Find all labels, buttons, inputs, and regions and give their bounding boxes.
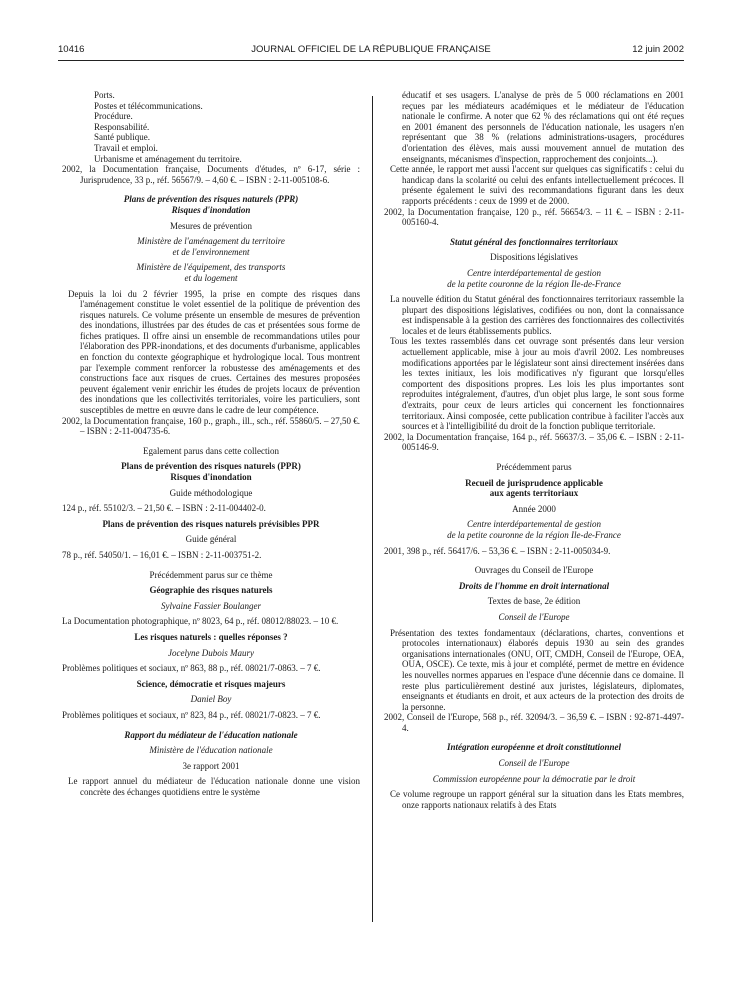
list-item: Santé publique. — [94, 132, 150, 143]
book-title: Plans de prévention des risques naturels (PPR) — [121, 461, 301, 472]
book-subtitle: Guide méthodologique — [169, 487, 253, 498]
book-title: Risques d'inondation — [170, 472, 252, 482]
book-description: Tous les textes rassemblés dans cet ouvrage sont présentés dans leur version actuellement applicable, mise à jour au mois d'avril 2002. Les nombreuses modifications apportées par le législateur sont ainsi directement insérées dans les textes initiaux, les lois modificatives n'y figurant que lorsqu'elles comportent des dispositions propres. Les lois les plus importantes sont reproduites intégralement, d'autres, d'un objet plus large, le sont sous forme d'extraits, pour ceux de leurs articles qui concernent les fonctionnaires territoriaux. Ainsi composée, cette publication contribue à faciliter l'accès aux sources et à l'intelligibilité du droit de la fonction publique territoriale. — [390, 336, 684, 432]
publisher: Commission européenne pour la démocratie par le droit — [432, 773, 636, 784]
book-description: Présentation des textes fondamentaux (déclarations, chartes, conventions et protocoles internationaux) élaborés depuis 1930 au sein des grandes organisations internationales (ONU, OIT, CMDH, Conseil de l'Europe, OEA, OUA, OSCE). Ce texte, mis à jour et complété, permet de mettre en évidence les nouvelles normes apparues en l'espace d'une décennie dans ce domaine. Il reste plus particulièrement destiné aux juristes, législateurs, diplomates, enseignants et étudiants en droit, et aux acteurs de la protection des droits de la personne. — [390, 627, 684, 712]
book-title: Statut général des fonctionnaires territoriaux — [449, 236, 619, 247]
book-description: Cette année, le rapport met aussi l'accent sur quelques cas significatifs : celui du handicap dans la scolarité ou celui des enfants intellectuellement précoces. Il présente également le suivi des recommandations figurant dans les deux rapports précédents : ceux de 1999 et de 2000. — [390, 164, 684, 206]
book-subtitle: Mesures de prévention — [170, 220, 252, 231]
book-title: Science, démocratie et risques majeurs — [136, 678, 286, 689]
reference: 2002, la Documentation française, Documents d'études, nº 6-17, série : Jurisprudence, 33 p., réf. 56567/9. – 4,60 €. – ISBN : 2-11-005108-6. — [62, 164, 360, 185]
author: Jocelyne Dubois Maury — [168, 647, 254, 658]
author: Sylvaine Fassier Boulanger — [161, 600, 261, 611]
book-description: Ce volume regroupe un rapport général sur la situation dans les Etats membres, onze rapports nationaux relatifs à des Etats — [390, 789, 684, 810]
book-title: Recueil de jurisprudence applicable — [465, 477, 603, 488]
book-title: Rapport du médiateur de l'éducation nationale — [124, 729, 298, 740]
left-column — [62, 90, 360, 797]
page-header — [58, 44, 684, 58]
book-subtitle: Dispositions législatives — [490, 252, 578, 263]
book-title: Risques d'inondation — [171, 204, 251, 215]
publisher: Ministère de l'équipement, des transports — [136, 262, 286, 273]
book-description: Depuis la loi du 2 février 1995, la prise en compte des risques dans l'aménagement constitue le volet essentiel de la politique de prévention des risques naturels. Ce volume présente un ensemble de mesures de prévention des inondations, illustrées par des études de cas et présentées sous forme de fiches pratiques. Il offre ainsi un ensemble de recommandations utiles pour l'élaboration des PPR-inondations, et des documents d'urbanisme, applicables en fonction du contexte géographique et hydrologique local. Tous montrent par l'exemple comment renforcer la robustesse des aménagements et des constructions face aux risques de crues. Certaines des mesures proposées peuvent également venir enrichir les études de projets locaux de prévention des inondations que les collectivités territoriales, voire les particuliers, sont susceptibles de mettre en œuvre dans le cadre de leur compétence. — [68, 288, 360, 416]
reference: 2002, la Documentation française, 120 p., réf. 56654/3. – 11 €. – ISBN : 2-11-005160-4. — [384, 206, 684, 228]
header-rule — [58, 60, 684, 61]
publisher: Centre interdépartemental de gestion — [466, 519, 602, 530]
book-edition: 3e rapport 2001 — [182, 760, 240, 771]
reference: 2002, la Documentation française, 164 p., réf. 56637/3. – 35,06 €. – ISBN : 2-11-005146-9. — [384, 431, 684, 453]
publisher: et du logement — [184, 272, 238, 283]
book-title: aux agents territoriaux — [489, 488, 579, 499]
book-title: Les risques naturels : quelles réponses ? — [134, 631, 288, 642]
book-title: Droits de l'homme en droit international — [458, 580, 610, 591]
publisher: Conseil de l'Europe — [498, 611, 570, 622]
publisher: et de l'environnement — [172, 246, 250, 257]
issue-date: 12 juin 2002 — [632, 44, 684, 55]
page-number: 10416 — [58, 44, 85, 55]
reference: 2002, la Documentation française, 160 p., graph., ill., sch., réf. 55860/5. – 27,50 €. – ISBN : 2-11-004735-6. — [62, 415, 360, 437]
reference: 124 p., réf. 55102/3. – 21,50 €. – ISBN : 2-11-004402-0. — [62, 503, 266, 514]
list-item: Travail et emploi. — [94, 142, 158, 153]
book-title: Géographie des risques naturels — [149, 585, 273, 596]
list-item: Postes et télécommunications. — [94, 100, 203, 111]
author: Daniel Boy — [190, 694, 232, 705]
section-label: Précédemment parus sur ce thème — [149, 569, 273, 580]
reference: 2001, 398 p., réf. 56417/6. – 53,36 €. – ISBN : 2-11-005034-9. — [384, 545, 611, 556]
publisher: Centre interdépartemental de gestion — [466, 267, 602, 278]
section-label: Ouvrages du Conseil de l'Europe — [474, 565, 594, 576]
section-label: Précédemment parus — [496, 462, 572, 472]
list-item: Urbanisme et aménagement du territoire. — [94, 153, 242, 164]
list-item: Responsabilité. — [94, 121, 150, 132]
publisher: Ministère de l'aménagement du territoire — [137, 236, 285, 247]
book-title: Intégration européenne et droit constitutionnel — [446, 742, 622, 753]
column-divider — [372, 96, 373, 922]
book-description: Le rapport annuel du médiateur de l'éducation nationale donne une vision concrète des échanges quotidiens entre le système — [68, 776, 360, 797]
book-subtitle: Année 2000 — [512, 503, 556, 514]
subject-list — [62, 90, 360, 164]
section-label: Egalement parus dans cette collection — [143, 445, 279, 456]
journal-title: JOURNAL OFFICIEL DE LA RÉPUBLIQUE FRANÇAISE — [251, 44, 491, 55]
book-subtitle: Textes de base, 2e édition — [487, 596, 581, 607]
publisher: de la petite couronne de la région Ile-de-France — [447, 529, 621, 540]
list-item: Procédure. — [94, 111, 133, 122]
reference: La Documentation photographique, nº 8023, 64 p., réf. 08012/88023. – 10 €. — [62, 616, 339, 627]
book-subtitle: Guide général — [185, 534, 237, 545]
right-column — [384, 90, 684, 810]
list-item: Ports. — [94, 90, 115, 100]
publisher: de la petite couronne de la région Ile-de-France — [447, 278, 621, 289]
reference: 2002, Conseil de l'Europe, 568 p., réf. 32094/3. – 36,59 €. – ISBN : 92-871-4497-4. — [384, 712, 684, 733]
publisher: Conseil de l'Europe — [498, 758, 570, 769]
book-title: Plans de prévention des risques naturels prévisibles PPR — [102, 518, 320, 529]
reference: Problèmes politiques et sociaux, nº 863, 88 p., réf. 08021/7-0863. – 7 €. — [62, 663, 321, 674]
book-description: éducatif et ses usagers. L'analyse de près de 5 000 réclamations en 2001 reçues par les médiateurs académiques et le médiateur de l'éducation nationale le confirme. A noter que 62 % des réclamations qui ont été reçues en 2001 émanent des personnels de l'éducation nationale, les usagers n'en représentant que 38 % (relations administrations-usagers, procédures d'orientation des élèves, mais aussi mouvement annuel de mutation des enseignants, mécanismes d'inspection, rapprochement des conjoints...). — [402, 90, 684, 164]
book-description: La nouvelle édition du Statut général des fonctionnaires territoriaux rassemble la plupart des dispositions législatives, codifiées ou non, dont la connaissance est indispensable à la gestion des carrières des fonctionnaires des collectivités locales et de leurs établissements publics. — [390, 294, 684, 336]
publisher: Ministère de l'éducation nationale — [149, 745, 273, 756]
reference: 78 p., réf. 54050/1. – 16,01 €. – ISBN : 2-11-003751-2. — [62, 549, 262, 560]
book-title: Plans de prévention des risques naturels (PPR) — [123, 194, 299, 205]
reference: Problèmes politiques et sociaux, nº 823, 84 p., réf. 08021/7-0823. – 7 €. — [62, 709, 321, 720]
